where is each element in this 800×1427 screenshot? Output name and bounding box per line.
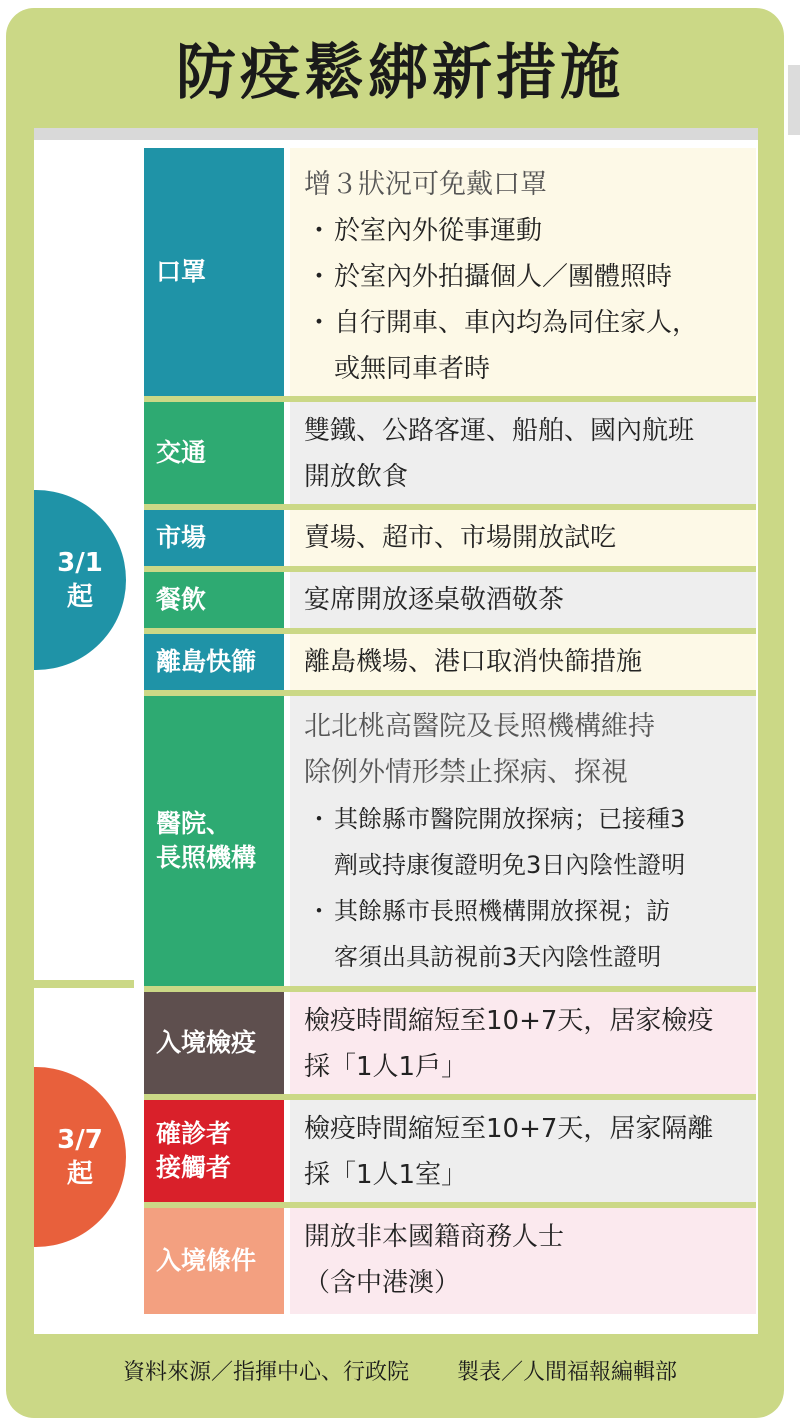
row-label-text: 長照機構 (156, 843, 257, 872)
date-badge-date: 3/1 (57, 548, 103, 578)
row-text: 檢疫時間縮短至10+7天，居家檢疫 (304, 1006, 714, 1036)
row-label (144, 1208, 284, 1314)
row-heading: 增３狀況可免戴口罩 (304, 169, 547, 200)
bullet-text-continued: 客須出具訪視前3天內陰性證明 (334, 943, 662, 971)
row-text: （含中港澳） (304, 1268, 461, 1298)
row-content (290, 402, 756, 504)
row-label-text: 入境條件 (156, 1246, 257, 1275)
row-label (144, 634, 284, 690)
bullet-mark: ・ (307, 897, 331, 925)
row-text: 採「1人1室」 (304, 1160, 468, 1190)
bullet-text: 其餘縣市長照機構開放探視；訪 (334, 897, 670, 925)
author-credit: 製表／人間福報編輯部 (457, 1359, 678, 1385)
period-divider (34, 980, 134, 988)
row-content (290, 572, 756, 628)
row-text: 雙鐵、公路客運、船舶、國內航班 (304, 416, 695, 446)
row-transport (144, 402, 756, 504)
row-text: 離島機場、港口取消快篩措施 (304, 647, 643, 677)
bullet-mark: ・ (305, 262, 332, 292)
row-label (144, 148, 284, 396)
row-content (290, 148, 756, 396)
row-label-text: 入境檢疫 (156, 1028, 257, 1057)
row-text: 採「1人1戶」 (304, 1052, 468, 1082)
bullet-item (304, 254, 746, 300)
source-credit: 資料來源／指揮中心、行政院 (122, 1359, 409, 1385)
row-label (144, 1100, 284, 1202)
bullet-text-continued: 或無同車者時 (334, 354, 491, 384)
row-label (144, 572, 284, 628)
row-entry-quarantine (144, 992, 756, 1094)
edge-decoration (788, 65, 800, 135)
bullet-text-continued: 劑或持康復證明免3日內陰性證明 (334, 851, 686, 879)
bullet-item (304, 888, 746, 934)
row-text: 開放非本國籍商務人士 (304, 1222, 565, 1252)
page-title: 防疫鬆綁新措施 (176, 38, 624, 108)
bullet-text: 其餘縣市醫院開放探病；已接種3 (334, 805, 686, 833)
row-label-text: 離島快篩 (156, 647, 257, 676)
row-label-text: 市場 (156, 523, 207, 552)
row-island-test (144, 634, 756, 690)
row-label (144, 510, 284, 566)
bullet-mark: ・ (305, 308, 332, 338)
row-text: 宴席開放逐桌敬酒敬茶 (304, 585, 565, 615)
row-market (144, 510, 756, 566)
top-divider (34, 128, 758, 140)
row-hospital (144, 696, 756, 986)
row-label-text: 醫院、 (156, 809, 232, 838)
row-text: 開放飲食 (304, 462, 409, 492)
footer-credits (30, 1345, 770, 1395)
row-entry-conditions (144, 1208, 756, 1314)
bullet-text: 於室內外從事運動 (334, 216, 543, 246)
bullet-text: 自行開車、車內均為同住家人， (334, 308, 699, 338)
date-badge-suffix: 起 (66, 582, 93, 612)
row-content (290, 510, 756, 566)
row-content (290, 634, 756, 690)
bullet-mark: ・ (307, 805, 331, 833)
bullet-item (304, 300, 746, 346)
date-badge-suffix: 起 (66, 1159, 93, 1189)
row-dining (144, 572, 756, 628)
row-label-text: 接觸者 (156, 1153, 232, 1182)
row-contacts (144, 1100, 756, 1202)
row-content (290, 992, 756, 1094)
row-label-text: 確診者 (156, 1119, 232, 1148)
row-content (290, 1208, 756, 1314)
row-label (144, 992, 284, 1094)
row-text: 賣場、超市、市場開放試吃 (304, 523, 617, 553)
row-label-text: 口罩 (156, 257, 207, 286)
date-badge-date: 3/7 (57, 1125, 103, 1155)
bullet-item (304, 208, 746, 254)
bullet-mark: ・ (305, 216, 332, 246)
row-heading: 北北桃高醫院及長照機構維持 (304, 711, 655, 742)
row-label-text: 交通 (156, 438, 207, 467)
row-text: 檢疫時間縮短至10+7天，居家隔離 (304, 1114, 714, 1144)
row-heading: 除例外情形禁止探病、探視 (304, 757, 628, 788)
row-label (144, 402, 284, 504)
row-label (144, 696, 284, 986)
bullet-text: 於室內外拍攝個人／團體照時 (334, 262, 673, 292)
row-content (290, 696, 756, 986)
row-label-text: 餐飲 (156, 585, 207, 614)
row-mask (144, 148, 756, 396)
bullet-item (304, 796, 746, 842)
row-content (290, 1100, 756, 1202)
